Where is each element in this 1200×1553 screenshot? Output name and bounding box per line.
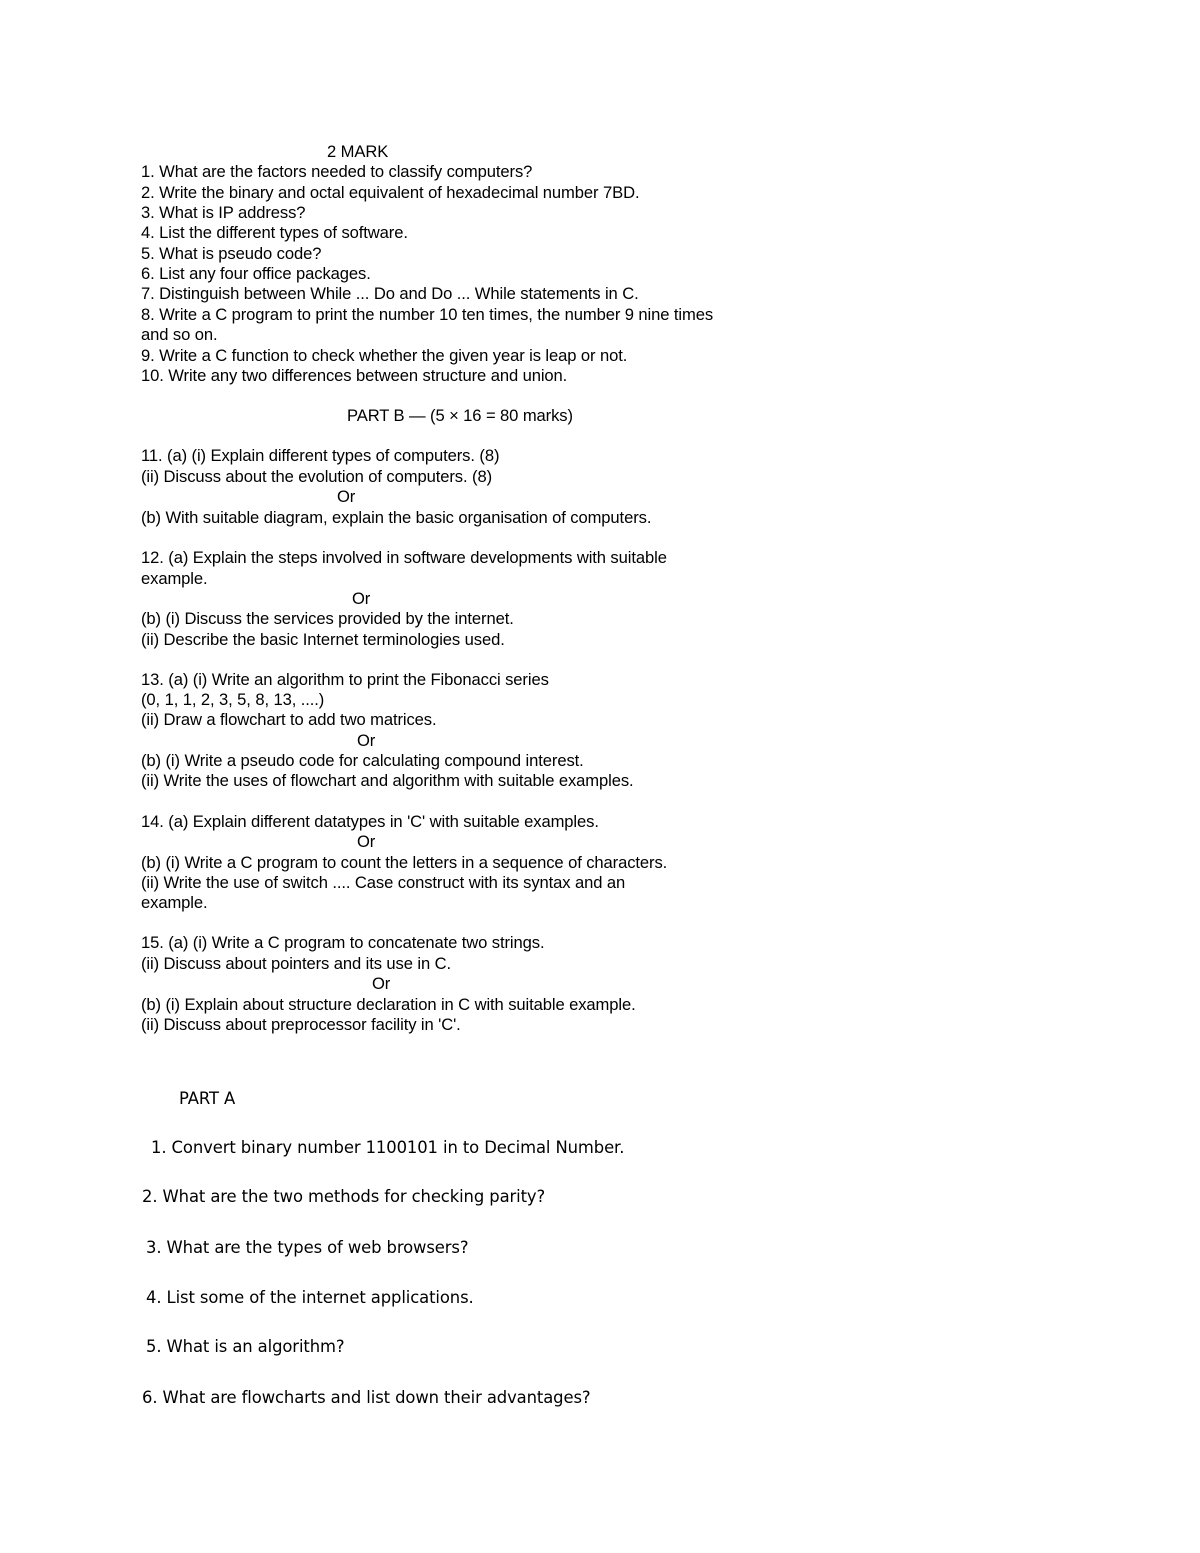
question-12-a-line-2: example.	[141, 569, 208, 588]
question-14-a: 14. (a) Explain different datatypes in 'C' with suitable examples.	[141, 812, 599, 831]
two-mark-question-1: 1. What are the factors needed to classify computers?	[141, 162, 533, 181]
question-13-b-i: (b) (i) Write a pseudo code for calculating compound interest.	[141, 751, 584, 770]
two-mark-question-9: 9. Write a C function to check whether the given year is leap or not.	[141, 346, 628, 365]
question-15-b-ii: (ii) Discuss about preprocessor facility in 'C'.	[141, 1015, 461, 1034]
question-14-b-i: (b) (i) Write a C program to count the letters in a sequence of characters.	[141, 853, 668, 872]
part-a-question-5: 5. What is an algorithm?	[146, 1337, 345, 1356]
two-mark-question-2: 2. Write the binary and octal equivalent of hexadecimal number 7BD.	[141, 183, 640, 202]
two-mark-question-6: 6. List any four office packages.	[141, 264, 371, 283]
question-13-a-ii: (ii) Draw a flowchart to add two matrices.	[141, 710, 437, 729]
question-13-or: Or	[357, 731, 376, 750]
part-a-question-1: 1. Convert binary number 1100101 in to Decimal Number.	[151, 1138, 625, 1157]
two-mark-question-4: 4. List the different types of software.	[141, 223, 408, 242]
part-a-question-3: 3. What are the types of web browsers?	[146, 1238, 469, 1257]
part-a-question-4: 4. List some of the internet applications.	[146, 1288, 474, 1307]
question-15-a-ii: (ii) Discuss about pointers and its use in C.	[141, 954, 451, 973]
two-mark-heading: 2 MARK	[327, 142, 389, 161]
two-mark-question-7: 7. Distinguish between While ... Do and Do ... While statements in C.	[141, 284, 639, 303]
question-13-a-i-series: (0, 1, 1, 2, 3, 5, 8, 13, ....)	[141, 690, 325, 709]
question-13-a-i: 13. (a) (i) Write an algorithm to print the Fibonacci series	[141, 670, 549, 689]
part-b-heading: PART B — (5 × 16 = 80 marks)	[347, 406, 573, 425]
question-15-b-i: (b) (i) Explain about structure declaration in C with suitable example.	[141, 995, 636, 1014]
two-mark-question-8-line-2: and so on.	[141, 325, 218, 344]
question-12-b-i: (b) (i) Discuss the services provided by the internet.	[141, 609, 514, 628]
part-a-question-2: 2. What are the two methods for checking parity?	[142, 1187, 546, 1206]
question-11-b: (b) With suitable diagram, explain the basic organisation of computers.	[141, 508, 652, 527]
question-14-b-ii-line-1: (ii) Write the use of switch .... Case construct with its syntax and an	[141, 873, 626, 892]
two-mark-question-8-line-1: 8. Write a C program to print the number 10 ten times, the number 9 nine times	[141, 305, 714, 324]
part-a-heading: PART A	[179, 1089, 236, 1108]
question-15-or: Or	[372, 974, 391, 993]
question-11-a-ii: (ii) Discuss about the evolution of computers. (8)	[141, 467, 492, 486]
question-14-b-ii-line-2: example.	[141, 893, 208, 912]
two-mark-question-5: 5. What is pseudo code?	[141, 244, 322, 263]
question-14-or: Or	[357, 832, 376, 851]
two-mark-question-3: 3. What is IP address?	[141, 203, 306, 222]
question-12-b-ii: (ii) Describe the basic Internet terminologies used.	[141, 630, 505, 649]
question-15-a-i: 15. (a) (i) Write a C program to concatenate two strings.	[141, 933, 545, 952]
question-12-or: Or	[352, 589, 371, 608]
question-11-a-i: 11. (a) (i) Explain different types of computers. (8)	[141, 446, 500, 465]
question-11-or: Or	[337, 487, 356, 506]
question-13-b-ii: (ii) Write the uses of flowchart and algorithm with suitable examples.	[141, 771, 634, 790]
part-a-question-6: 6. What are flowcharts and list down their advantages?	[142, 1388, 591, 1407]
two-mark-question-10: 10. Write any two differences between structure and union.	[141, 366, 568, 385]
question-12-a-line-1: 12. (a) Explain the steps involved in software developments with suitable	[141, 548, 667, 567]
